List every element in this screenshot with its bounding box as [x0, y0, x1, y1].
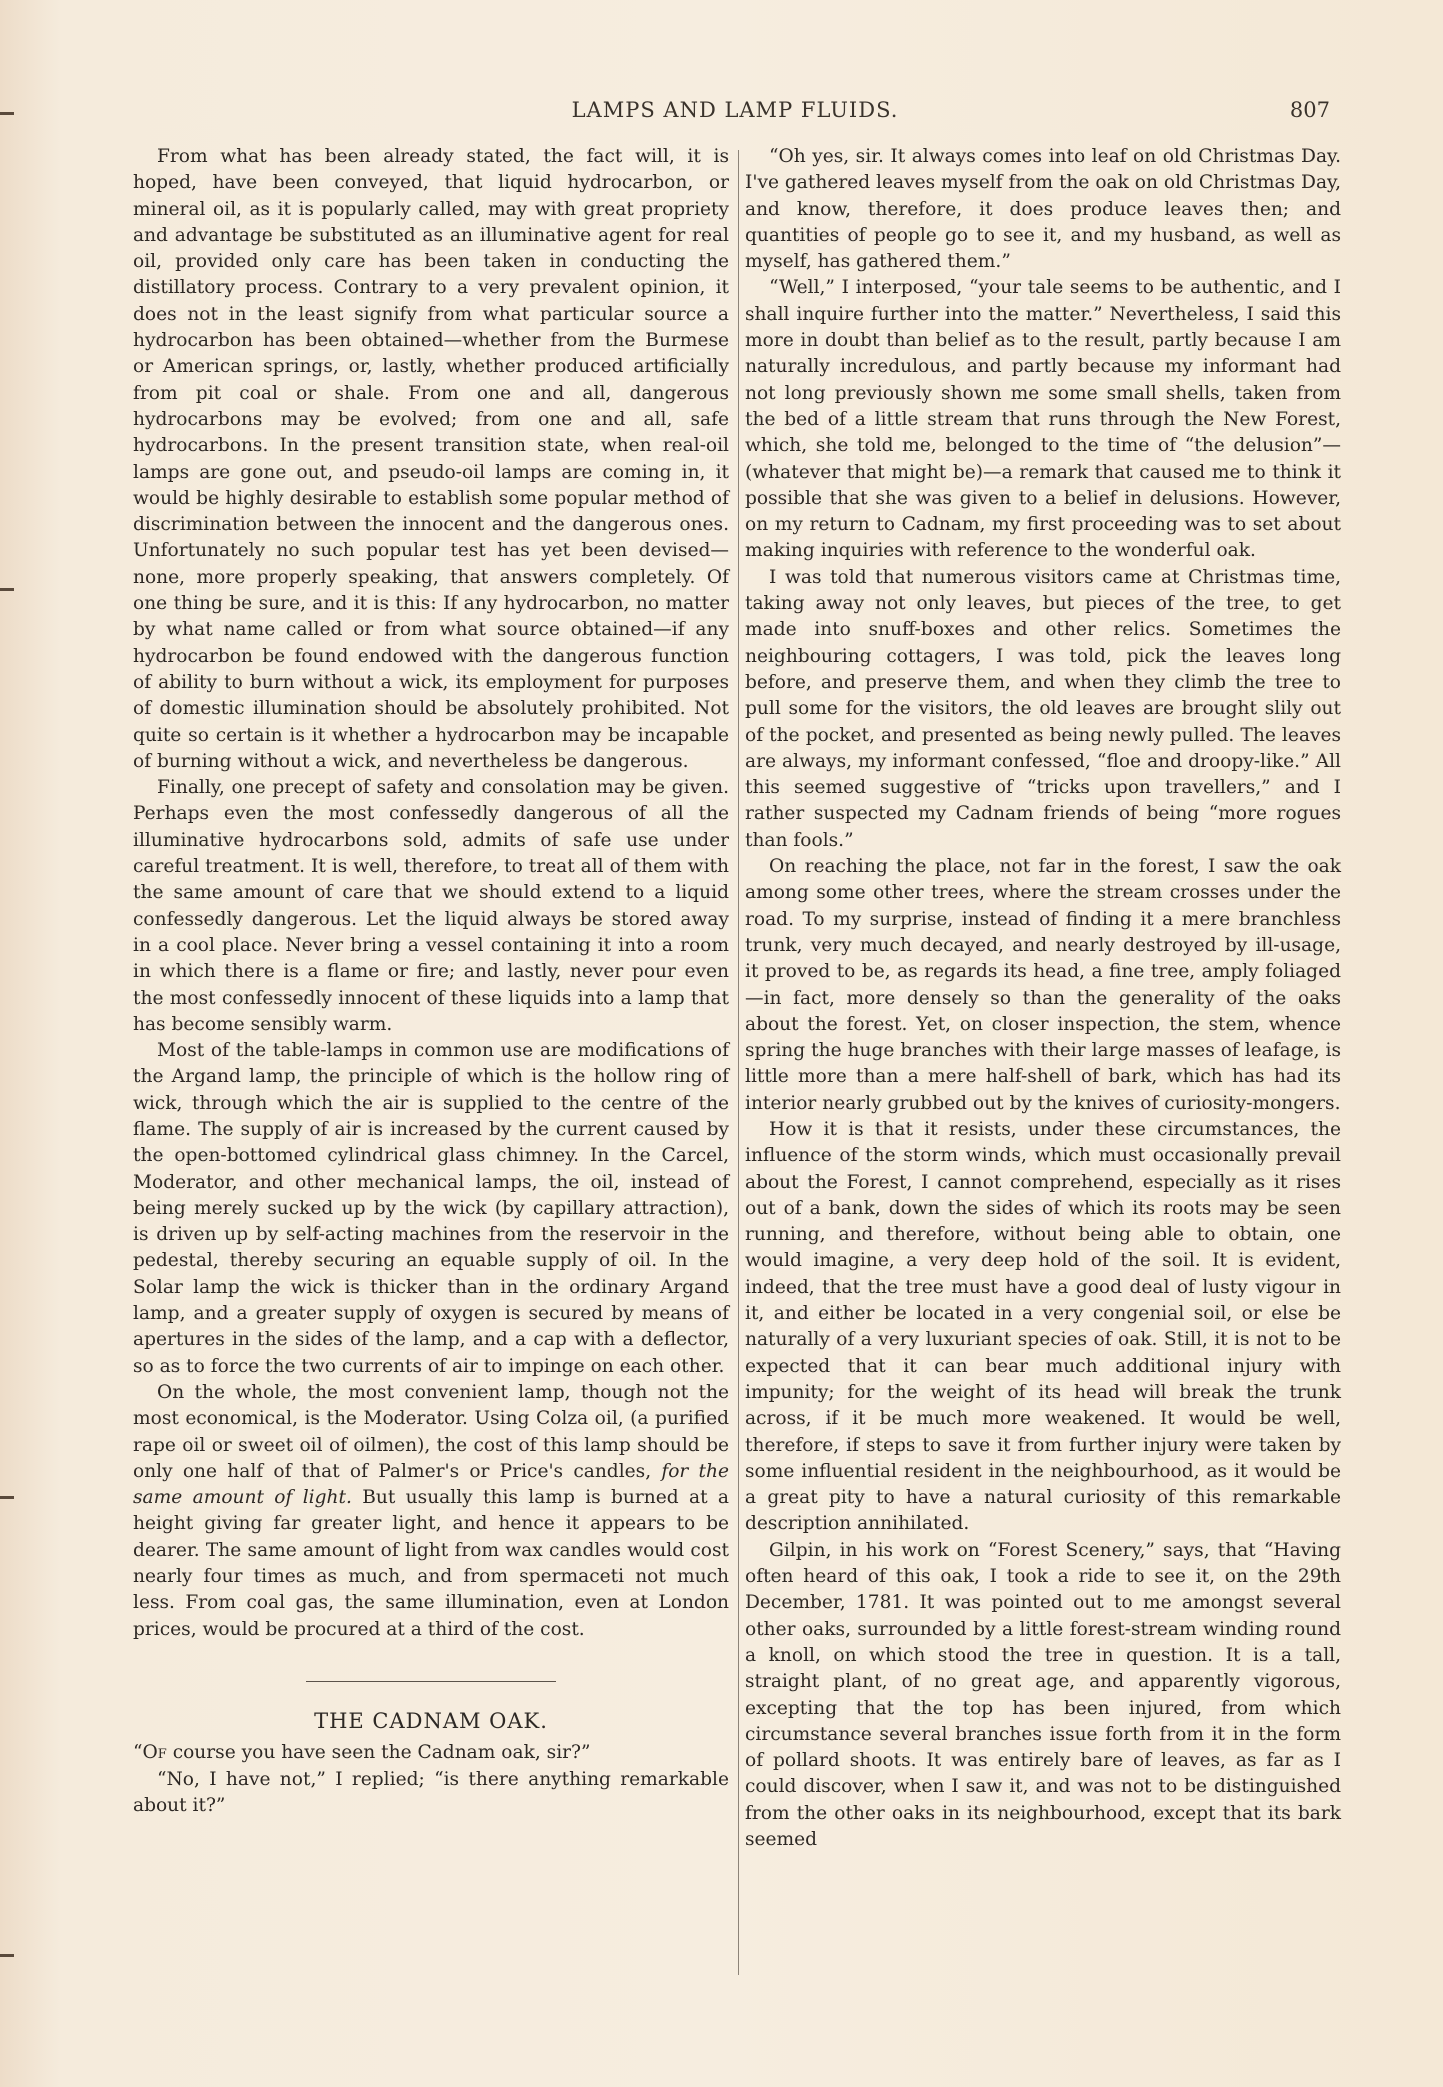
paragraph: Most of the table-lamps in common use are modifications of the Argand lamp, the principle of which is the hollow ring of wick, through which the air is supplied to the centre of the flame. The supply of air is increased by the current caused by the open-bottomed cylindrical glass chimney. In the Carcel, Moderator, and other mechanical lamps, the oil, instead of being merely sucked up by the wick (by capillary attraction), is driven up by self-acting machines from the reservoir in the pedestal, thereby securing an equable supply of oil. In the Solar lamp the wick is thicker than in the ordinary Argand lamp, and a greater supply of oxygen is secured by means of apertures in the sides of the lamp, and a cap with a deflector, so as to force the two currents of air to impinge on each other.: [133, 1040, 729, 1377]
paragraph: “Of course you have seen the Cadnam oak, sir?”: [133, 1742, 591, 1764]
paragraph: From what has been already stated, the fact will, it is hoped, have been conveyed, that liquid hydrocarbon, or mineral oil, as it is popularly called, may with great propriety and advantage be substituted as an illuminative agent for real oil, provided only care has been taken in conducting the distillatory process. Contrary to a very prevalent opinion, it does not in the least signify from what particular source a hydrocarbon has been obtained—whether from the Burmese or American springs, or, lastly, whether produced artificially from pit coal or shale. From one and all, dangerous hydrocarbons may be evolved; from one and all, safe hydrocarbons. In the present transition state, when real-oil lamps are gone out, and pseudo-oil lamps are coming in, it would be highly desirable to establish some popular method of discrimination between the innocent and the dangerous ones. Unfortunately no such popular test has yet been devised—none, more properly speaking, that answers completely. Of one thing be sure, and it is this: If any hydrocarbon, no matter by what name called or from what source obtained—if any hydrocarbon be found endowed with the dangerous function of ability to burn without a wick, its employment for purposes of domestic illumination should be absolutely prohibited. Not quite so certain is it whether a hydrocarbon may be incapable of burning without a wick, and nevertheless be dangerous.: [133, 146, 729, 772]
edge-mark: [0, 588, 14, 591]
right-column: [745, 144, 1341, 1853]
paragraph: Gilpin, in his work on “Forest Scenery,” says, that “Having often heard of this oak, I took a ride to see it, on the 29th December, 1781. It was pointed out to me amongst several other oaks, surrounded by a little forest-stream winding round a knoll, on which stood the tree in question. It is a tall, straight plant, of no great age, and apparently vigorous, excepting that the top has been injured, from which circumstance several branches issue forth from it in the form of pollard shoots. It was entirely bare of leaves, as far as I could discover, when I saw it, and was not to be distinguished from the other oaks in its neighbourhood, except that its bark seemed: [745, 1539, 1341, 1850]
section-heading: THE CADNAM OAK.: [314, 1708, 548, 1733]
paragraph-text: course you have seen the Cadnam oak, sir?”: [166, 1742, 591, 1764]
edge-mark: [0, 1954, 14, 1957]
paragraph: “No, I have not,” I replied; “is there anything remarkable about it?”: [133, 1768, 729, 1816]
paragraph-text: On the whole, the most convenient lamp, though not the most economical, is the Moderator. Using Colza oil, (a purified rape oil or sweet oil of oilmen), the cost of this lamp should be only one half of that of Palmer's or Price's candles,: [133, 1381, 729, 1482]
paragraph-text: But usually this lamp is burned at a height giving far greater light, and hence it appears to be dearer. The same amount of light from wax candles would cost nearly four times as much, and from spermaceti not much less. From coal gas, the same illumination, even at London prices, would be procured at a third of the cost.: [133, 1487, 730, 1640]
small-caps-opening: Of: [142, 1742, 167, 1764]
paragraph: I was told that numerous visitors came at Christmas time, taking away not only leaves, but pieces of the tree, to get made into snuff-boxes and other relics. Sometimes the neighbouring cottagers, I was told, pick the leaves long before, and preserve them, and when they climb the tree to pull some for the visitors, the old leaves are brought slily out of the pocket, and presented as being newly pulled. The leaves are always, my informant confessed, “floe and droopy-like.” All this seemed suggestive of “tricks upon travellers,” and I rather suspected my Cadnam friends of being “more rogues than fools.”: [745, 566, 1341, 851]
page-number: 807: [1289, 98, 1330, 122]
paragraph: [133, 1380, 729, 1643]
running-title: LAMPS AND LAMP FLUIDS.: [571, 98, 899, 122]
section-rule: [306, 1681, 556, 1682]
paragraph: “Well,” I interposed, “your tale seems to be authentic, and I shall inquire further into the matter.” Nevertheless, I said this more in doubt than belief as to the result, partly because I am naturally incredulous, and partly because my informant had not long previously shown me some small shells, taken from the bed of a little stream that runs through the New Forest, which, she told me, belonged to the time of “the delusion”—(whatever that might be)—a remark that caused me to think it possible that she was given to a belief in delusions. However, on my return to Cadnam, my first proceeding was to set about making inquiries with reference to the wonderful oak.: [745, 277, 1341, 562]
column-divider: [738, 150, 739, 1975]
edge-mark: [0, 112, 14, 115]
italic-text: for the same amount of light.: [133, 1460, 730, 1509]
page-header: [130, 98, 1340, 128]
paragraph: How it is that it resists, under these circumstances, the influence of the storm winds, which must occasionally prevail about the Forest, I cannot comprehend, especially as it rises out of a bank, down the sides of which its roots may be seen running, and therefore, without being able to obtain, one would imagine, a very deep hold of the soil. It is evident, indeed, that the tree must have a good deal of lusty vigour in it, and either be located in a very congenial soil, or else be naturally of a very luxuriant species of oak. Still, it is not to be expected that it can bear much additional injury with impunity; for the weight of its head will break the trunk across, if it be much more weakened. It would be well, therefore, if steps to save it from further injury were taken by some influential resident in the neighbourhood, as it would be a great pity to have a natural curiosity of this remarkable description annihilated.: [745, 1118, 1341, 1535]
edge-mark: [0, 1496, 14, 1499]
paragraph: Finally, one precept of safety and consolation may be given. Perhaps even the most confessedly dangerous of all the illuminative hydrocarbons sold, admits of safe use under careful treatment. It is well, therefore, to treat all of them with the same amount of care that we should extend to a liquid confessedly dangerous. Let the liquid always be stored away in a cool place. Never bring a vessel containing it into a room in which there is a flame or fire; and lastly, never pour even the most confessedly innocent of these liquids into a lamp that has become sensibly warm.: [133, 777, 729, 1035]
paragraph: “Oh yes, sir. It always comes into leaf on old Christmas Day. I've gathered leaves myself from the oak on old Christmas Day, and know, therefore, it does produce leaves then; and quantities of people go to see it, and my husband, as well as myself, has gathered them.”: [745, 146, 1341, 273]
paragraph: On reaching the place, not far in the forest, I saw the oak among some other trees, where the stream crosses under the road. To my surprise, instead of finding it a mere branchless trunk, very much decayed, and nearly destroyed by ill-usage, it proved to be, as regards its head, a fine tree, amply foliaged—in fact, more densely so than the generality of the oaks about the forest. Yet, on closer inspection, the stem, whence spring the huge branches with their large masses of leafage, is little more than a mere half-shell of bark, which has had its interior nearly grubbed out by the knives of curiosity-mongers.: [745, 856, 1341, 1114]
left-column: [133, 144, 729, 1819]
